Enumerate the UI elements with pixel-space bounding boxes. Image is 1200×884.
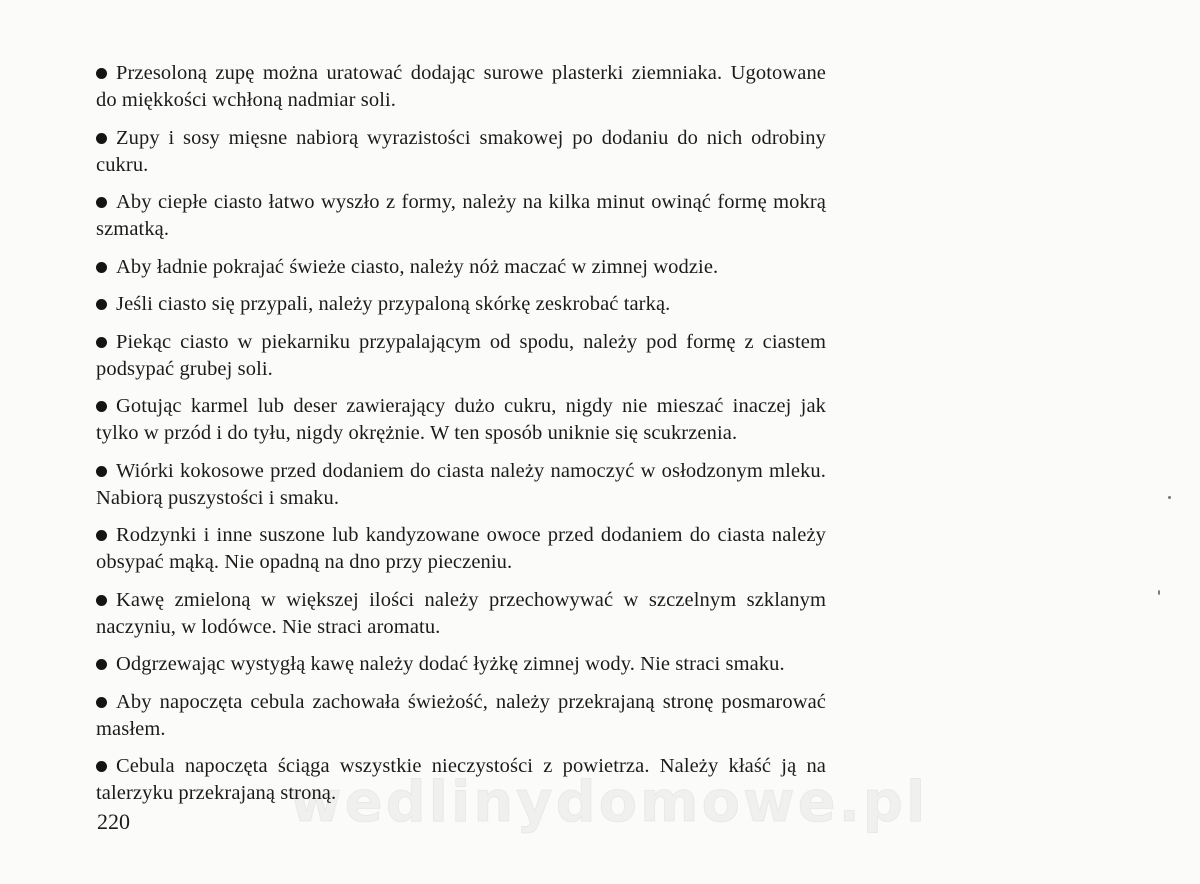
scan-speck — [1158, 590, 1160, 595]
bullet-icon — [96, 337, 107, 348]
bullet-icon — [96, 401, 107, 412]
bullet-icon — [96, 262, 107, 273]
bullet-icon — [96, 530, 107, 541]
tips-list — [96, 60, 826, 818]
bullet-icon — [96, 68, 107, 79]
tip-item — [96, 393, 826, 447]
bullet-icon — [96, 299, 107, 310]
tip-item — [96, 329, 826, 383]
tip-text: Jeśli ciasto się przypali, należy przypaloną skórkę zeskrobać tarką. — [116, 293, 671, 315]
tip-item — [96, 60, 826, 114]
bullet-icon — [96, 466, 107, 477]
tip-text: Gotując karmel lub deser zawierający dużo cukru, nigdy nie mieszać inaczej jak tylko w przód i do tyłu, nigdy okrężnie. W ten sposób uniknie się scukrzenia. — [96, 395, 826, 444]
page-number: 220 — [97, 809, 130, 834]
bullet-icon — [96, 761, 107, 772]
tip-text: Zupy i sosy mięsne nabiorą wyrazistości smakowej po dodaniu do nich odrobiny cukru. — [96, 126, 826, 176]
scan-speck — [1168, 496, 1171, 499]
tip-item — [96, 458, 826, 512]
tip-item — [96, 125, 826, 179]
watermark: wedlinydomowe.pl — [290, 770, 929, 835]
tip-item — [96, 587, 826, 641]
tip-item — [96, 689, 826, 743]
tip-text: Cebula napoczęta ściąga wszystkie nieczystości z powietrza. Należy kłaść ją na talerzyku przekrajaną stroną. — [96, 755, 826, 804]
tip-text: Rodzynki i inne suszone lub kandyzowane owoce przed dodaniem do ciasta należy obsypać mąką. Nie opadną na dno przy pieczeniu. — [96, 524, 826, 573]
tip-item — [96, 753, 826, 807]
tip-text: Aby ładnie pokrajać świeże ciasto, należy nóż maczać w zimnej wodzie. — [116, 255, 719, 278]
tip-item — [96, 254, 826, 281]
bullet-icon — [96, 133, 107, 144]
tip-text: Kawę zmieloną w większej ilości należy przechowywać w szczelnym szklanym naczyniu, w lodówce. Nie straci aromatu. — [96, 588, 826, 638]
tip-item — [96, 651, 826, 678]
tip-text: Piekąc ciasto w piekarniku przypalającym od spodu, należy pod formę z ciastem podsypać grubej soli. — [96, 330, 826, 380]
tip-text: Aby napoczęta cebula zachowała świeżość, należy przekrajaną stronę posmarować masłem. — [96, 690, 826, 740]
tip-text: Wiórki kokosowe przed dodaniem do ciasta należy namoczyć w osłodzonym mleku. Nabiorą puszystości i smaku. — [96, 459, 826, 509]
bullet-icon — [96, 595, 107, 606]
tip-text: Aby ciepłe ciasto łatwo wyszło z formy, należy na kilka minut owinąć formę mokrą szmatką. — [96, 191, 826, 240]
tip-item — [96, 522, 826, 576]
bullet-icon — [96, 197, 107, 208]
tip-item — [96, 189, 826, 243]
tip-item — [96, 291, 826, 318]
tip-text: Przesoloną zupę można uratować dodając surowe plasterki ziemniaka. Ugotowane do miękkości wchłoną nadmiar soli. — [96, 62, 826, 111]
bullet-icon — [96, 697, 107, 708]
tip-text: Odgrzewając wystygłą kawę należy dodać łyżkę zimnej wody. Nie straci smaku. — [116, 653, 785, 675]
bullet-icon — [96, 659, 107, 670]
